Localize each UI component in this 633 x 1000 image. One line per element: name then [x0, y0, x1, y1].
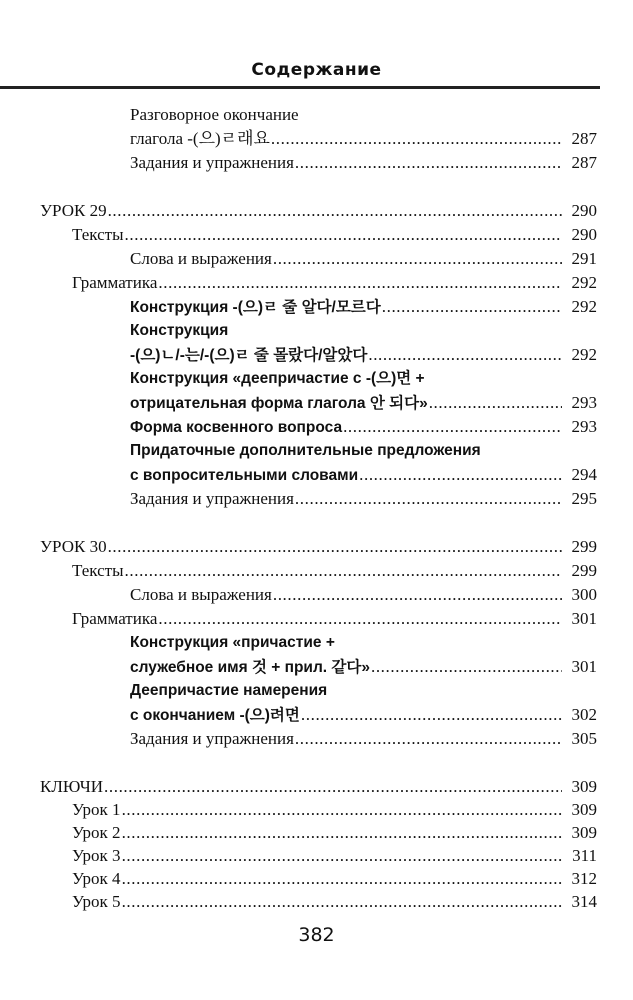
toc-subsection-entry [0, 319, 633, 343]
section-spacer [0, 751, 633, 775]
toc-entry-page: 302 [571, 705, 597, 724]
dot-leader [301, 703, 562, 727]
toc-section-entry [0, 559, 633, 583]
toc-entry-page: 294 [571, 465, 597, 484]
toc-entry-page: 293 [571, 393, 597, 412]
toc-subsection-entry [0, 295, 633, 319]
page-header-title: Содержание [251, 60, 382, 80]
toc-subsection-entry [0, 487, 633, 511]
toc-entry-text: Деепричастие намерения [130, 682, 328, 699]
toc-entry-text: Придаточные дополнительные предложения [130, 442, 481, 459]
toc-entry-page: 301 [571, 657, 597, 676]
toc-subsection-entry [0, 343, 633, 367]
toc-entry-text: Тексты [72, 225, 124, 244]
dot-leader [104, 775, 562, 798]
dot-leader [368, 343, 562, 367]
toc-entry-text: служебное имя 것 + прил. 같다» [130, 659, 370, 676]
toc-entry-text: с окончанием -(으)려면 [130, 707, 300, 724]
toc-entry-page: 309 [571, 800, 597, 819]
toc-entry-text: Конструкция «причастие + [130, 634, 335, 651]
toc-subsection-entry [0, 655, 633, 679]
header-rule [0, 86, 600, 89]
toc-entry-page: 314 [571, 892, 597, 911]
toc-subsection-entry [0, 391, 633, 415]
toc-entry-page: 291 [571, 249, 597, 268]
dot-leader [273, 247, 562, 271]
dot-leader [429, 391, 562, 415]
toc-section-entry [0, 223, 633, 247]
toc-entry-text: Грамматика [72, 273, 158, 292]
toc-section-entry [0, 798, 633, 821]
toc-entry-page: 292 [571, 273, 597, 292]
dot-leader [122, 867, 562, 890]
toc-entry-text: Задания и упражнения [130, 729, 294, 748]
toc-entry-page: 292 [571, 345, 597, 364]
toc-entry-page: 300 [571, 585, 597, 604]
dot-leader [343, 415, 562, 439]
toc-subsection-entry [0, 151, 633, 175]
toc-entry-text: Разговорное окончание [130, 105, 299, 124]
section-spacer [0, 511, 633, 535]
toc-entry-page: 311 [572, 846, 597, 865]
toc-chapter-entry [0, 199, 633, 223]
section-spacer [0, 175, 633, 199]
dot-leader [295, 727, 562, 751]
dot-leader [158, 607, 562, 631]
toc-entry-text: КЛЮЧИ [40, 777, 104, 796]
toc-subsection-entry [0, 415, 633, 439]
toc-subsection-entry [0, 703, 633, 727]
toc-entry-text: Урок 3 [72, 846, 121, 865]
toc-subsection-entry [0, 247, 633, 271]
toc-entry-text: Форма косвенного вопроса [130, 419, 343, 436]
toc-entry-page: 292 [571, 297, 597, 316]
toc-section-entry [0, 271, 633, 295]
toc-entry-text: Конструкция -(으)ㄹ 줄 알다/모르다 [130, 299, 381, 316]
toc-section-entry [0, 607, 633, 631]
dot-leader [295, 151, 562, 175]
toc-entry-page: 290 [571, 201, 597, 220]
toc-entry-text: с вопросительными словами [130, 467, 359, 484]
toc-section-entry [0, 821, 633, 844]
dot-leader [271, 127, 562, 151]
toc-entry-text: УРОК 30 [40, 537, 107, 556]
toc-entry-text: УРОК 29 [40, 201, 107, 220]
toc-subsection-entry [0, 631, 633, 655]
toc-subsection-entry [0, 103, 633, 127]
toc-entry-text: Задания и упражнения [130, 489, 294, 508]
toc-entry-text: Слова и выражения [130, 249, 272, 268]
toc-entry-text: -(으)ㄴ/-는/-(으)ㄹ 줄 몰랐다/알았다 [130, 347, 368, 364]
toc-entry-page: 295 [571, 489, 597, 508]
toc-entry-text: Урок 1 [72, 800, 121, 819]
dot-leader [122, 798, 562, 821]
dot-leader [122, 844, 562, 867]
toc-entry-text: Грамматика [72, 609, 158, 628]
toc-entry-page: 290 [571, 225, 597, 244]
dot-leader [108, 199, 562, 223]
toc-subsection-entry [0, 679, 633, 703]
page-number: 382 [298, 924, 335, 946]
toc-entry-page: 309 [571, 777, 597, 796]
toc-subsection-entry [0, 439, 633, 463]
dot-leader [359, 463, 562, 487]
toc-entry-page: 299 [571, 561, 597, 580]
toc-entry-text: Урок 5 [72, 892, 121, 911]
dot-leader [371, 655, 562, 679]
toc-entry-text: Конструкция «деепричастие с -(으)면 + [130, 370, 425, 387]
toc-subsection-entry [0, 727, 633, 751]
dot-leader [273, 583, 562, 607]
toc-entry-page: 309 [571, 823, 597, 842]
toc-entry-text: Урок 4 [72, 869, 121, 888]
table-of-contents [0, 103, 633, 913]
dot-leader [122, 890, 562, 913]
toc-entry-page: 287 [571, 129, 597, 148]
dot-leader [295, 487, 562, 511]
toc-section-entry [0, 867, 633, 890]
toc-subsection-entry [0, 367, 633, 391]
toc-entry-text: глагола -(으)ㄹ래요 [130, 129, 270, 148]
toc-entry-text: Слова и выражения [130, 585, 272, 604]
toc-section-entry [0, 844, 633, 867]
toc-entry-page: 299 [571, 537, 597, 556]
toc-entry-text: Урок 2 [72, 823, 121, 842]
dot-leader [108, 535, 562, 559]
dot-leader [158, 271, 562, 295]
toc-entry-text: Конструкция [130, 322, 229, 339]
toc-entry-page: 312 [571, 869, 597, 888]
toc-subsection-entry [0, 463, 633, 487]
toc-entry-page: 305 [571, 729, 597, 748]
toc-subsection-entry [0, 127, 633, 151]
toc-section-entry [0, 890, 633, 913]
dot-leader [125, 559, 562, 583]
toc-entry-page: 287 [571, 153, 597, 172]
toc-entry-text: отрицательная форма глагола 안 되다» [130, 395, 428, 412]
toc-entry-text: Тексты [72, 561, 124, 580]
toc-chapter-entry [0, 535, 633, 559]
toc-subsection-entry [0, 583, 633, 607]
dot-leader [122, 821, 562, 844]
toc-entry-text: Задания и упражнения [130, 153, 294, 172]
dot-leader [382, 295, 562, 319]
toc-chapter-entry [0, 775, 633, 798]
dot-leader [125, 223, 562, 247]
toc-entry-page: 293 [571, 417, 597, 436]
toc-entry-page: 301 [571, 609, 597, 628]
